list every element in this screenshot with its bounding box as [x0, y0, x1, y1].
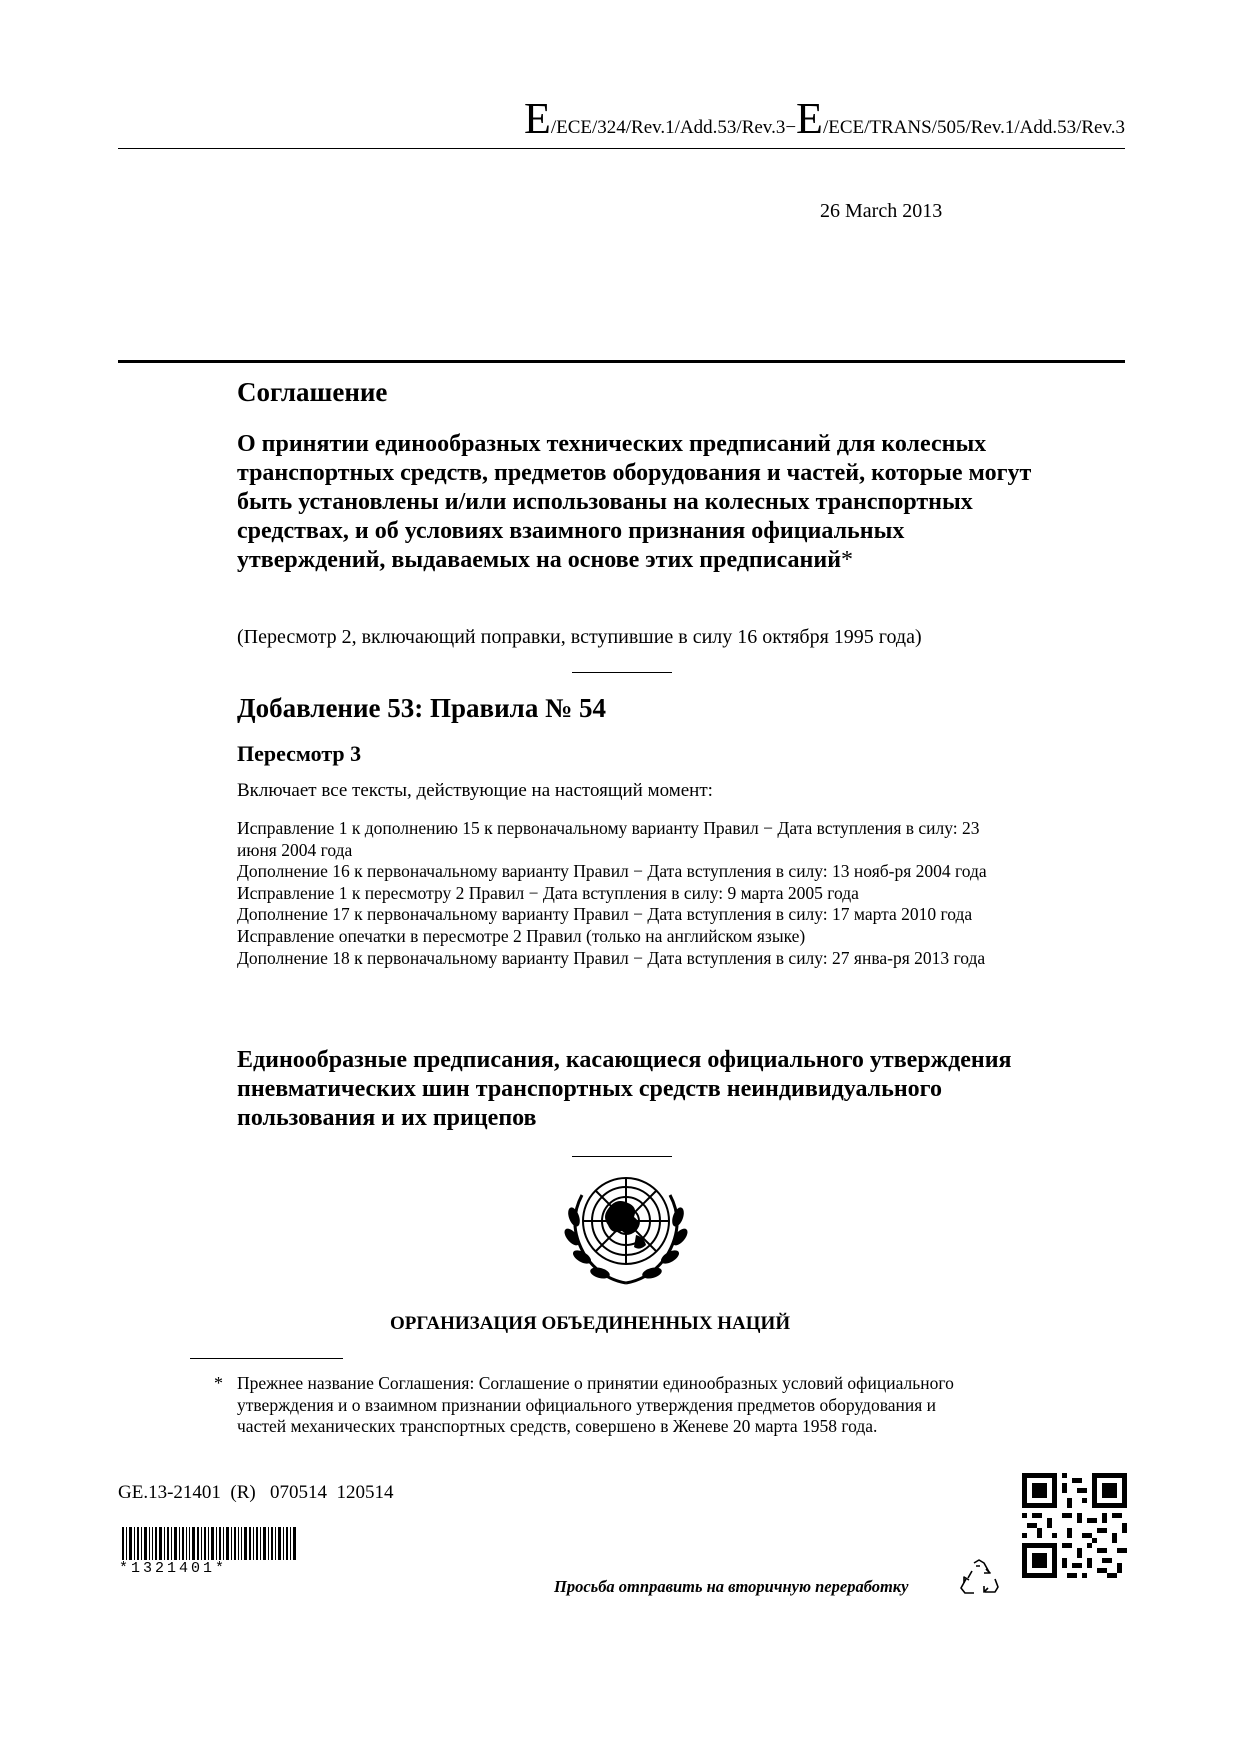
barcode-text: *1321401* — [119, 1560, 228, 1577]
amendment-item: Исправление 1 к пересмотру 2 Правил − Дата вступления в силу: 9 марта 2005 года — [237, 882, 859, 903]
agreement-heading: Соглашение — [237, 377, 388, 407]
amendment-item: Исправление опечатки в пересмотре 2 Правил (только на английском языке) — [237, 925, 806, 946]
header-rule — [118, 148, 1125, 149]
organization-name: ОРГАНИЗАЦИЯ ОБЪЕДИНЕННЫХ НАЦИЙ — [390, 1313, 791, 1334]
symbol-1-initial: E — [523, 94, 551, 143]
regulation-title: Единообразные предписания, касающиеся официального утверждения пневматических шин транспортных средств неиндивидуального пользования и их прицепов — [237, 1047, 1012, 1131]
un-emblem-icon — [560, 1165, 693, 1293]
amendment-item: Дополнение 16 к первоначальному варианту Правил − Дата вступления в силу: 13 нояб-ря 2004 года — [237, 861, 987, 882]
separator-rule — [572, 672, 672, 673]
footnote-rule — [190, 1358, 343, 1359]
separator-rule — [572, 1156, 672, 1157]
document-date: 26 March 2013 — [820, 200, 943, 222]
agreement-body: О принятии единообразных технических предписаний для колесных транспортных средств, предметов оборудования и частей, которые могут быть установлены и/или использованы на колесных транспортных средствах, и об условиях взаимного признания официальных утверждений, выдаваемых на основе этих предписаний — [237, 431, 1032, 573]
recycle-text: Просьба отправить на вторичную переработку — [554, 1577, 909, 1596]
document-symbol — [118, 94, 1125, 143]
job-number: GE.13-21401 (R) 070514 120514 — [118, 1482, 394, 1503]
addendum-heading: Добавление 53: Правила № 54 — [237, 693, 606, 723]
title-rule — [118, 360, 1125, 363]
agreement-text — [237, 430, 1037, 575]
revision-heading: Пересмотр 3 — [237, 741, 362, 766]
recycle-icon — [958, 1557, 1001, 1600]
symbol-2-initial: E — [796, 94, 823, 143]
qr-code — [1022, 1473, 1127, 1578]
amendment-item: Дополнение 17 к первоначальному варианту Правил − Дата вступления в силу: 17 марта 2010 года — [237, 904, 973, 925]
amendment-item: Исправление 1 к дополнению 15 к первоначальному варианту Правил − Дата вступления в силу: 23 июня 2004 года — [237, 818, 980, 860]
agreement-footnote-marker: * — [841, 547, 854, 573]
barcode — [122, 1527, 297, 1560]
symbol-1-rest: /ECE/324/Rev.1/Add.53/Rev.3 — [550, 117, 786, 138]
revision-note: (Пересмотр 2, включающий поправки, вступившие в силу 16 октября 1995 года) — [237, 626, 922, 648]
symbol-separator: − — [785, 117, 797, 138]
amendments-list — [237, 818, 1010, 969]
amendment-item: Дополнение 18 к первоначальному варианту Правил − Дата вступления в силу: 27 янва-ря 2013 года — [237, 947, 986, 968]
includes-label: Включает все тексты, действующие на настоящий момент: — [237, 780, 713, 801]
footnote-text: Прежнее название Соглашения: Соглашение о принятии единообразных условий официального утверждения и о взаимном признании официального утверждения предметов оборудования и частей механических транспортных средств, совершено в Женеве 20 марта 1958 года. — [237, 1373, 954, 1436]
symbol-2-rest: /ECE/TRANS/505/Rev.1/Add.53/Rev.3 — [822, 117, 1125, 138]
footnote-marker: * — [214, 1373, 223, 1393]
